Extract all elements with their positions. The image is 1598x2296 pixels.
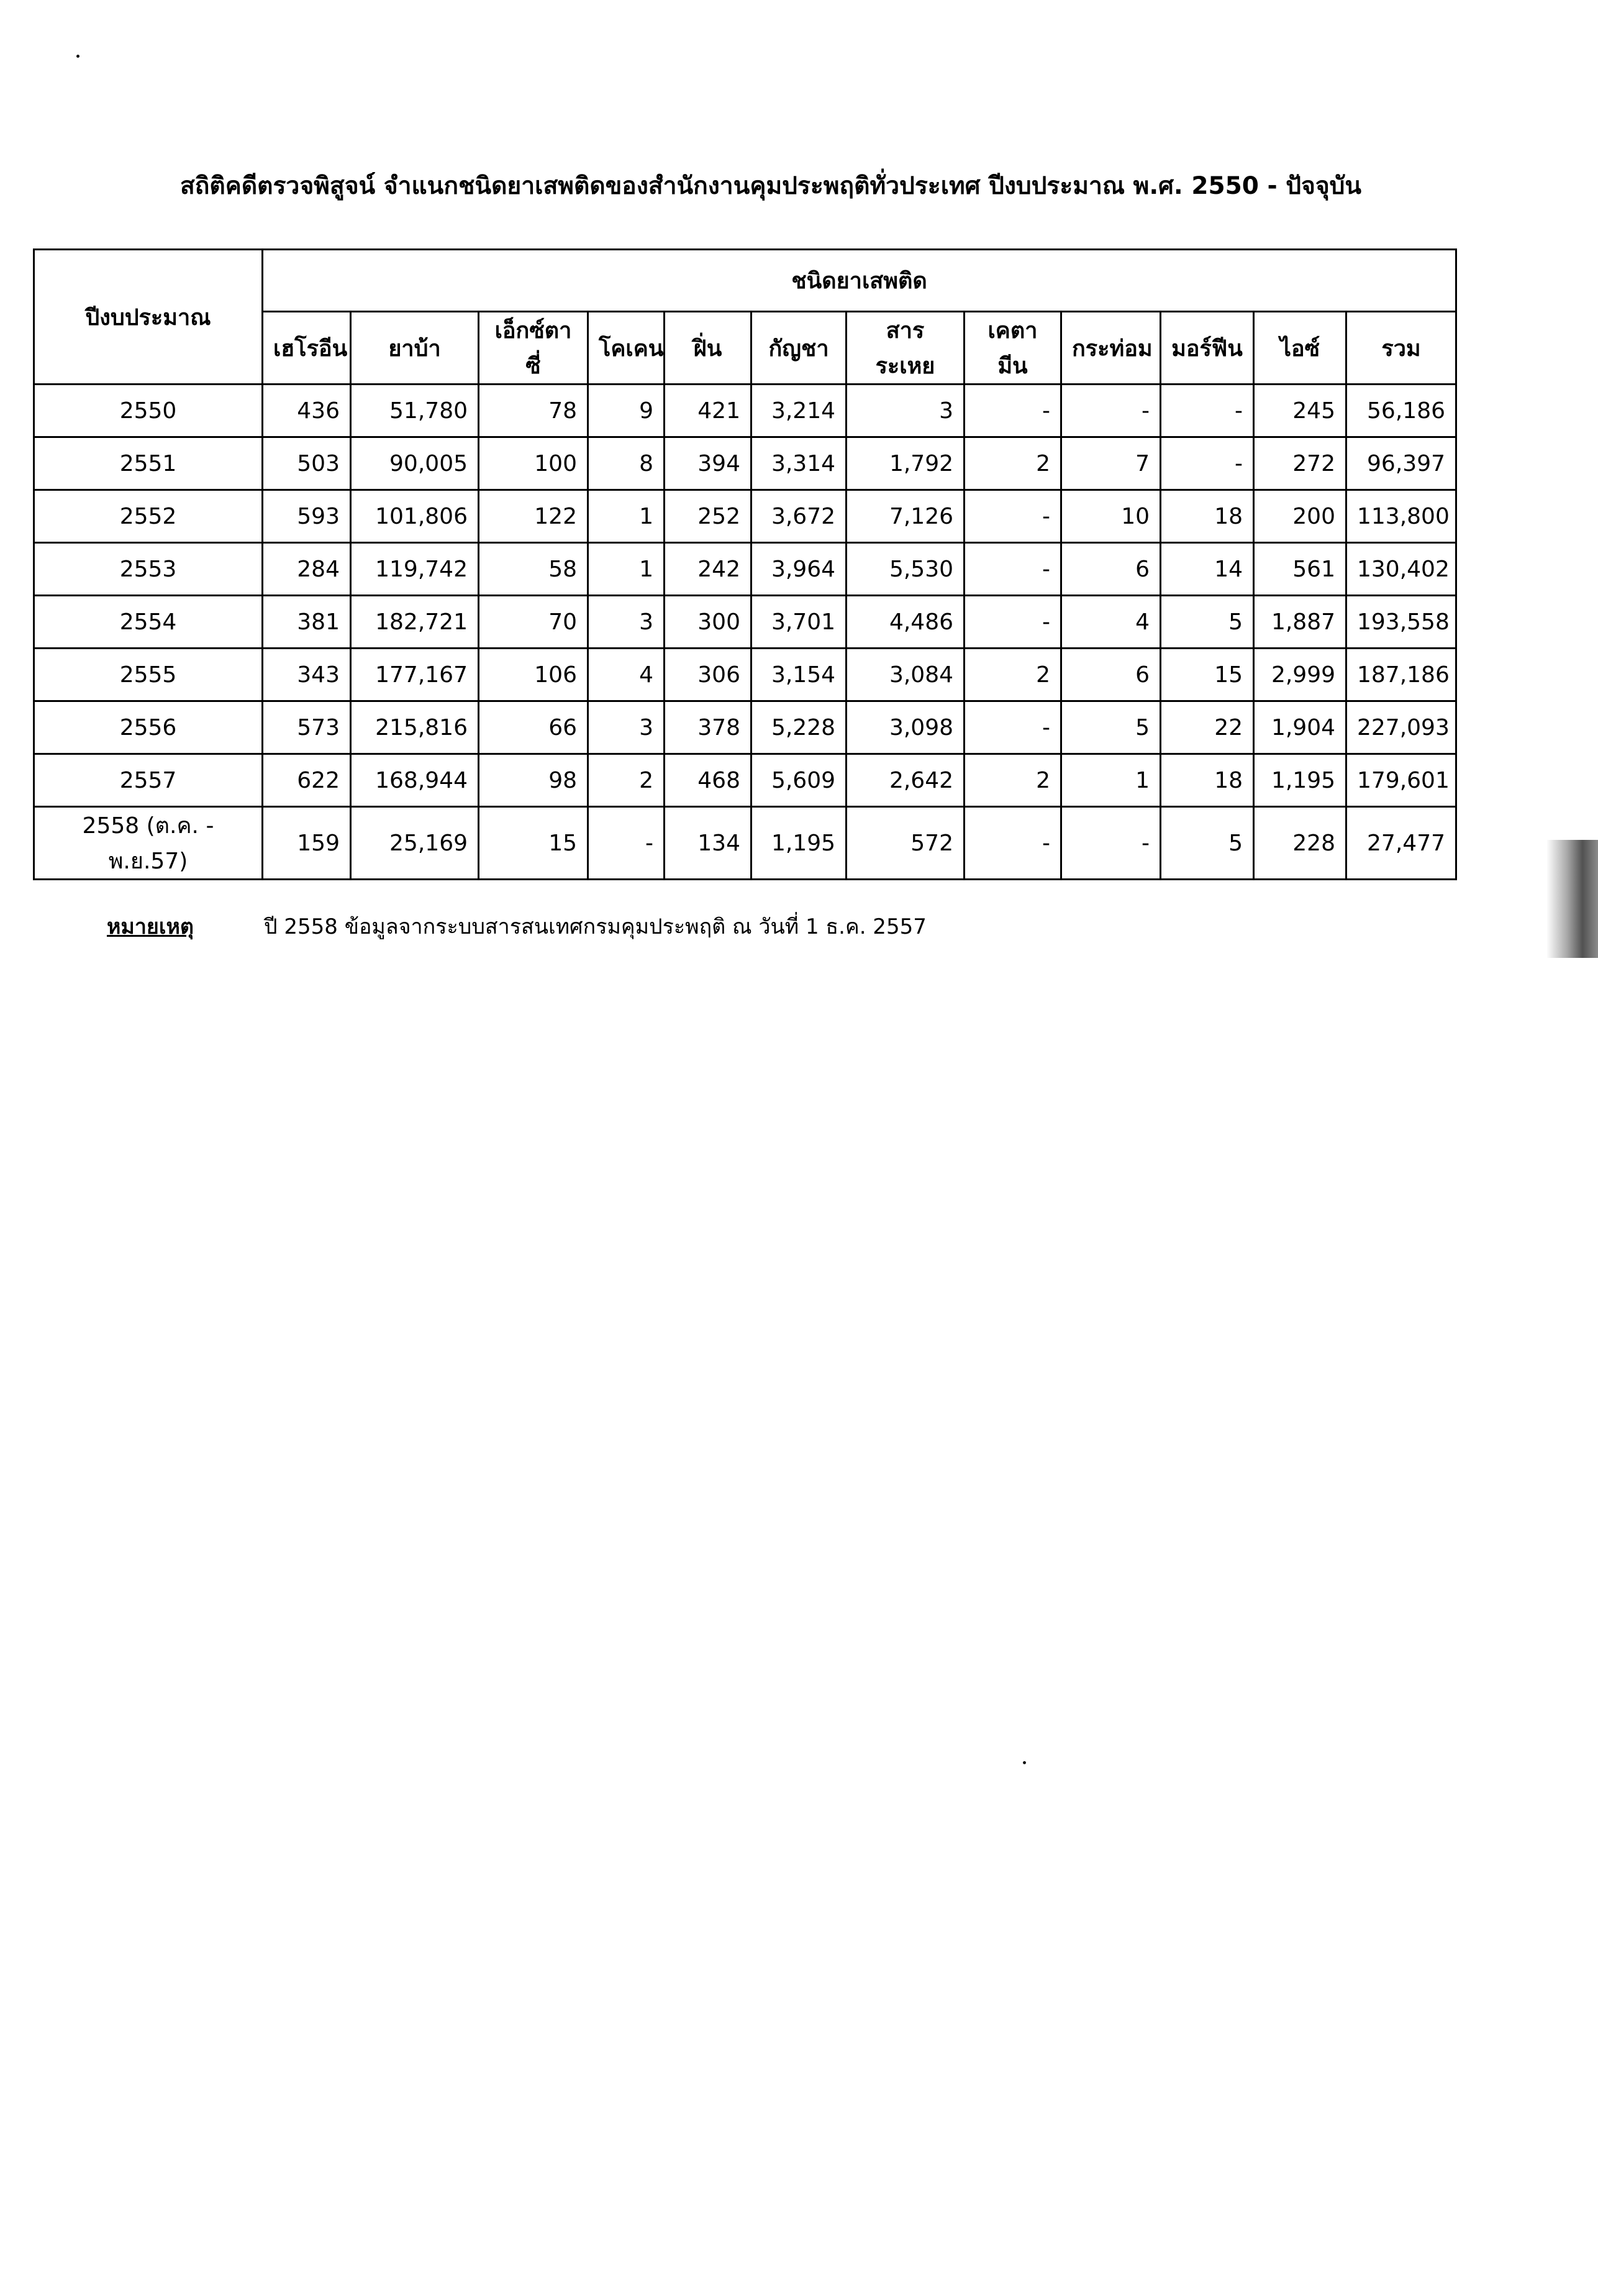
value-cell: 573	[263, 701, 351, 754]
value-cell: 200	[1254, 490, 1346, 543]
column-header: เอ็กซ์ตาซี่	[479, 312, 588, 385]
value-cell: 5,228	[751, 701, 847, 754]
value-cell: 572	[847, 807, 965, 880]
table-row	[34, 490, 1456, 543]
value-cell: 3,964	[751, 543, 847, 596]
value-cell: 78	[479, 385, 588, 437]
value-cell: -	[965, 701, 1061, 754]
value-cell: 193,558	[1346, 596, 1456, 649]
value-cell: 15	[1161, 649, 1254, 701]
scan-speck	[76, 55, 79, 58]
year-cell: 2550	[34, 385, 263, 437]
value-cell: 119,742	[351, 543, 479, 596]
value-cell: 14	[1161, 543, 1254, 596]
value-cell: 101,806	[351, 490, 479, 543]
value-cell: 90,005	[351, 437, 479, 490]
value-cell: 51,780	[351, 385, 479, 437]
value-cell: -	[965, 490, 1061, 543]
value-cell: 10	[1061, 490, 1161, 543]
value-cell: -	[588, 807, 665, 880]
value-cell: -	[1061, 385, 1161, 437]
value-cell: 182,721	[351, 596, 479, 649]
value-cell: 622	[263, 754, 351, 807]
value-cell: 2,642	[847, 754, 965, 807]
value-cell: 3,214	[751, 385, 847, 437]
drug-type-group-header: ชนิดยาเสพติด	[263, 250, 1456, 312]
value-cell: 227,093	[1346, 701, 1456, 754]
value-cell: -	[1161, 385, 1254, 437]
value-cell: 284	[263, 543, 351, 596]
value-cell: 4	[1061, 596, 1161, 649]
table-row	[34, 596, 1456, 649]
value-cell: 130,402	[1346, 543, 1456, 596]
column-header: กัญชา	[751, 312, 847, 385]
value-cell: 9	[588, 385, 665, 437]
value-cell: 1,792	[847, 437, 965, 490]
column-header: รวม	[1346, 312, 1456, 385]
scan-speck	[1023, 1761, 1026, 1764]
year-cell: 2555	[34, 649, 263, 701]
value-cell: 3,084	[847, 649, 965, 701]
value-cell: 228	[1254, 807, 1346, 880]
value-cell: 421	[665, 385, 751, 437]
year-column-header: ปีงบประมาณ	[34, 250, 263, 385]
value-cell: 122	[479, 490, 588, 543]
value-cell: 1	[1061, 754, 1161, 807]
year-cell: 2551	[34, 437, 263, 490]
value-cell: 8	[588, 437, 665, 490]
value-cell: 187,186	[1346, 649, 1456, 701]
value-cell: 98	[479, 754, 588, 807]
value-cell: 5	[1161, 596, 1254, 649]
value-cell: 18	[1161, 490, 1254, 543]
year-cell: 2553	[34, 543, 263, 596]
value-cell: 100	[479, 437, 588, 490]
value-cell: 58	[479, 543, 588, 596]
value-cell: 179,601	[1346, 754, 1456, 807]
value-cell: 3	[588, 701, 665, 754]
value-cell: 5	[1061, 701, 1161, 754]
value-cell: 436	[263, 385, 351, 437]
table-row	[34, 385, 1456, 437]
value-cell: 3,672	[751, 490, 847, 543]
value-cell: -	[1061, 807, 1161, 880]
value-cell: 3,098	[847, 701, 965, 754]
value-cell: 245	[1254, 385, 1346, 437]
value-cell: 22	[1161, 701, 1254, 754]
value-cell: 66	[479, 701, 588, 754]
value-cell: 1,195	[751, 807, 847, 880]
value-cell: 1,195	[1254, 754, 1346, 807]
value-cell: 300	[665, 596, 751, 649]
column-header: กระท่อม	[1061, 312, 1161, 385]
value-cell: 18	[1161, 754, 1254, 807]
value-cell: 177,167	[351, 649, 479, 701]
column-header: สารระเหย	[847, 312, 965, 385]
value-cell: 3,314	[751, 437, 847, 490]
value-cell: 593	[263, 490, 351, 543]
value-cell: 242	[665, 543, 751, 596]
drug-cases-table	[33, 248, 1457, 880]
value-cell: -	[965, 543, 1061, 596]
table-row	[34, 754, 1456, 807]
value-cell: 1,887	[1254, 596, 1346, 649]
value-cell: 306	[665, 649, 751, 701]
table-body	[34, 385, 1456, 880]
value-cell: 15	[479, 807, 588, 880]
value-cell: 215,816	[351, 701, 479, 754]
value-cell: 6	[1061, 649, 1161, 701]
value-cell: 1	[588, 543, 665, 596]
value-cell: -	[965, 596, 1061, 649]
value-cell: 378	[665, 701, 751, 754]
table-row	[34, 437, 1456, 490]
value-cell: 2,999	[1254, 649, 1346, 701]
value-cell: 5,609	[751, 754, 847, 807]
year-cell: 2556	[34, 701, 263, 754]
value-cell: 5,530	[847, 543, 965, 596]
value-cell: 25,169	[351, 807, 479, 880]
column-header: ฝิ่น	[665, 312, 751, 385]
table-row	[34, 807, 1456, 880]
value-cell: 113,800	[1346, 490, 1456, 543]
year-cell: 2557	[34, 754, 263, 807]
value-cell: 106	[479, 649, 588, 701]
value-cell: 3,154	[751, 649, 847, 701]
value-cell: 5	[1161, 807, 1254, 880]
page-title: สถิติคดีตรวจพิสูจน์ จำแนกชนิดยาเสพติดของสำนักงานคุมประพฤติทั่วประเทศ ปีงบประมาณ พ.ศ. 2550 - ปัจจุบัน	[180, 172, 1362, 200]
column-header: ยาบ้า	[351, 312, 479, 385]
value-cell: 503	[263, 437, 351, 490]
value-cell: 4	[588, 649, 665, 701]
value-cell: 7	[1061, 437, 1161, 490]
value-cell: 3,701	[751, 596, 847, 649]
value-cell: 3	[588, 596, 665, 649]
scan-edge-mark	[1546, 840, 1598, 958]
column-header: โคเคน	[588, 312, 665, 385]
value-cell: 168,944	[351, 754, 479, 807]
table-row	[34, 649, 1456, 701]
value-cell: 7,126	[847, 490, 965, 543]
value-cell: 343	[263, 649, 351, 701]
value-cell: 561	[1254, 543, 1346, 596]
value-cell: 272	[1254, 437, 1346, 490]
value-cell: 3	[847, 385, 965, 437]
value-cell: 468	[665, 754, 751, 807]
value-cell: 252	[665, 490, 751, 543]
column-header: เฮโรอีน	[263, 312, 351, 385]
value-cell: 1,904	[1254, 701, 1346, 754]
value-cell: 6	[1061, 543, 1161, 596]
value-cell: 96,397	[1346, 437, 1456, 490]
column-header: ไอซ์	[1254, 312, 1346, 385]
value-cell: 134	[665, 807, 751, 880]
note-text: ปี 2558 ข้อมูลจากระบบสารสนเทศกรมคุมประพฤติ ณ วันที่ 1 ธ.ค. 2557	[264, 914, 927, 939]
value-cell: 4,486	[847, 596, 965, 649]
value-cell: 56,186	[1346, 385, 1456, 437]
value-cell: -	[1161, 437, 1254, 490]
value-cell: 2	[965, 437, 1061, 490]
value-cell: 394	[665, 437, 751, 490]
value-cell: 27,477	[1346, 807, 1456, 880]
value-cell: -	[965, 385, 1061, 437]
table-row	[34, 543, 1456, 596]
column-header: มอร์ฟีน	[1161, 312, 1254, 385]
year-cell: 2558 (ต.ค. - พ.ย.57)	[34, 807, 263, 880]
note-label: หมายเหตุ	[107, 914, 194, 939]
column-header: เคตามีน	[965, 312, 1061, 385]
value-cell: -	[965, 807, 1061, 880]
value-cell: 2	[965, 649, 1061, 701]
value-cell: 2	[965, 754, 1061, 807]
value-cell: 1	[588, 490, 665, 543]
year-cell: 2554	[34, 596, 263, 649]
value-cell: 2	[588, 754, 665, 807]
year-cell: 2552	[34, 490, 263, 543]
value-cell: 159	[263, 807, 351, 880]
value-cell: 381	[263, 596, 351, 649]
value-cell: 70	[479, 596, 588, 649]
table-row	[34, 701, 1456, 754]
